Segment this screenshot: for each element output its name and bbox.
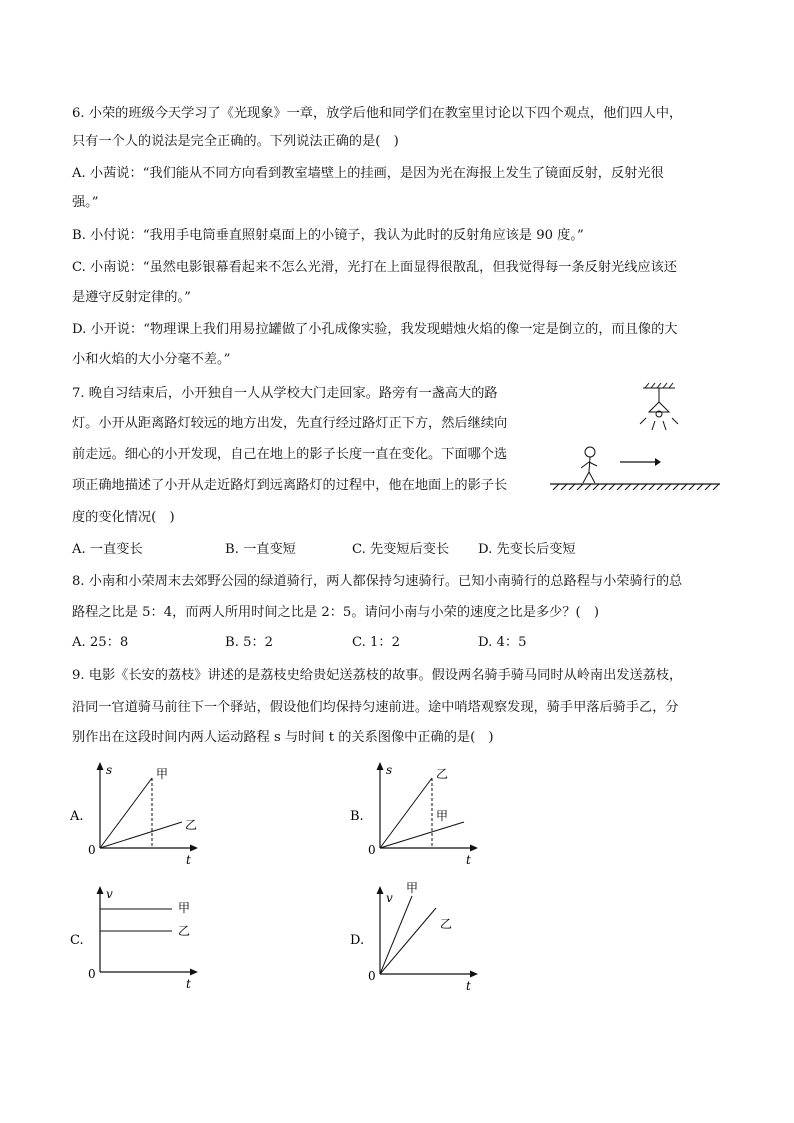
- q7-stem-line-3: 前走远。细心的小开发现，自己在地上的影子长度一直在变化。下面哪个选: [72, 447, 508, 462]
- graph-d-y-label: v: [386, 891, 393, 905]
- q7-option-a: A. 一直变长: [72, 542, 143, 557]
- q8-stem-line-2: 路程之比是 5：4，而两人所用时间之比是 2：5。请问小南与小荣的速度之比是多少？( ): [72, 605, 599, 620]
- q6-stem-line-1: 6. 小荣的班级今天学习了《光现象》一章，放学后他和同学们在教室里讨论以下四个观点，他们四人中，: [72, 106, 683, 121]
- graph-d-x-label: t: [466, 979, 471, 993]
- graph-b-x-label: t: [466, 853, 471, 867]
- graph-a-upper-line: [100, 778, 152, 848]
- graph-b-origin: 0: [368, 843, 376, 857]
- q7-option-c: C. 先变短后变长: [352, 542, 450, 557]
- q8-option-a: A. 25：8: [72, 635, 129, 650]
- q6-option-a-line-2: 强。”: [72, 195, 99, 210]
- q6-option-d-line-1: D. 小开说：“物理课上我们用易拉罐做了小孔成像实验，我发现蜡烛火焰的像一定是倒立的，而且像的大: [72, 322, 678, 337]
- ground-hatch: [550, 484, 720, 490]
- graph-a-option-label: A.: [70, 809, 84, 824]
- graph-a-lower-line: [100, 822, 182, 848]
- graph-a-origin: 0: [88, 843, 96, 857]
- q6-option-c-line-2: 是遵守反射定律的。”: [72, 290, 191, 305]
- graph-a-lower-label: 乙: [185, 818, 198, 832]
- graph-b-lower-label: 甲: [436, 809, 449, 823]
- q6-option-b: B. 小付说：“我用手电筒垂直照射桌面上的小镜子，我认为此时的反射角应该是 90 度。”: [72, 228, 584, 243]
- graph-c-origin: 0: [88, 967, 96, 981]
- q9-graph-a: [68, 758, 208, 868]
- q6-option-c-line-1: C. 小南说：“虽然电影银幕看起来不怎么光滑，光打在上面显得很散乱，但我觉得每一条反射光线应该还: [72, 260, 677, 275]
- graph-d-upper-line: [380, 896, 412, 974]
- q8-option-c: C. 1：2: [352, 635, 400, 650]
- graph-d-upper-label: 甲: [406, 881, 419, 895]
- q7-stem-line-1: 7. 晚自习结束后，小开独自一人从学校大门走回家。路旁有一盏高大的路: [72, 386, 498, 401]
- q7-stem-line-4: 项正确地描述了小开从走近路灯到远离路灯的过程中，他在地面上的影子长: [72, 478, 508, 493]
- light-rays: [640, 418, 678, 430]
- q9-graph-c: [68, 882, 208, 992]
- graph-c-option-label: C.: [70, 933, 84, 948]
- direction-arrow: [620, 458, 661, 466]
- graph-d-lower-line: [380, 908, 436, 974]
- graph-d-origin: 0: [368, 969, 376, 983]
- graph-b-option-label: B.: [350, 809, 364, 824]
- graph-d-option-label: D.: [350, 933, 365, 948]
- graph-c-upper-label: 甲: [178, 901, 191, 915]
- graph-a-upper-label: 甲: [156, 767, 169, 781]
- q6-option-d-line-2: 小和火焰的大小分毫不差。”: [72, 352, 231, 367]
- q8-option-b: B. 5：2: [225, 635, 274, 650]
- q6-option-a-line-1: A. 小茜说：“我们能从不同方向看到教室墙壁上的挂画，是因为光在海报上发生了镜面反射，反射光很: [72, 166, 664, 181]
- graph-c-y-label: v: [106, 887, 113, 901]
- graph-b-upper-label: 乙: [436, 767, 449, 781]
- graph-a-x-label: t: [186, 853, 191, 867]
- graph-b-lower-line: [380, 822, 464, 848]
- q7-option-d: D. 先变长后变短: [478, 542, 576, 557]
- q9-graph-d: [348, 880, 488, 992]
- graph-b-upper-line: [380, 778, 432, 848]
- q7-stem-line-2: 灯。小开从距离路灯较远的地方出发，先直行经过路灯正下方，然后继续向: [72, 416, 508, 431]
- ceiling-hatch: [643, 383, 675, 388]
- walking-person: [581, 447, 597, 483]
- q9-stem-line-3: 别作出在这段时间内两人运动路程 s 与时间 t 的关系图像中正确的是( ): [72, 730, 494, 745]
- q9-graph-b: [348, 758, 488, 868]
- q9-stem-line-1: 9. 电影《长安的荔枝》讲述的是荔枝史给贵妃送荔枝的故事。假设两名骑手骑马同时从岭南出发送荔枝，: [72, 668, 683, 683]
- q7-stem-line-5: 度的变化情况( ): [72, 510, 175, 525]
- graph-a-y-label: s: [106, 763, 113, 777]
- q8-stem-line-1: 8. 小南和小荣周末去郊野公园的绿道骑行，两人都保持匀速骑行。已知小南骑行的总路程与小荣骑行的总: [72, 574, 683, 589]
- q7-streetlamp-illustration: [545, 380, 725, 495]
- graph-d-lower-label: 乙: [440, 917, 453, 931]
- graph-b-y-label: s: [386, 763, 393, 777]
- q8-option-d: D. 4：5: [478, 635, 527, 650]
- graph-c-lower-label: 乙: [178, 924, 191, 938]
- q9-stem-line-2: 沿同一官道骑马前往下一个驿站，假设他们均保持匀速前进。途中哨塔观察发现，骑手甲落后骑手乙，分: [72, 700, 679, 715]
- q7-option-b: B. 一直变短: [225, 542, 296, 557]
- graph-c-x-label: t: [186, 977, 191, 991]
- q6-stem-line-2: 只有一个人的说法是完全正确的。下列说法正确的是( ): [72, 134, 399, 149]
